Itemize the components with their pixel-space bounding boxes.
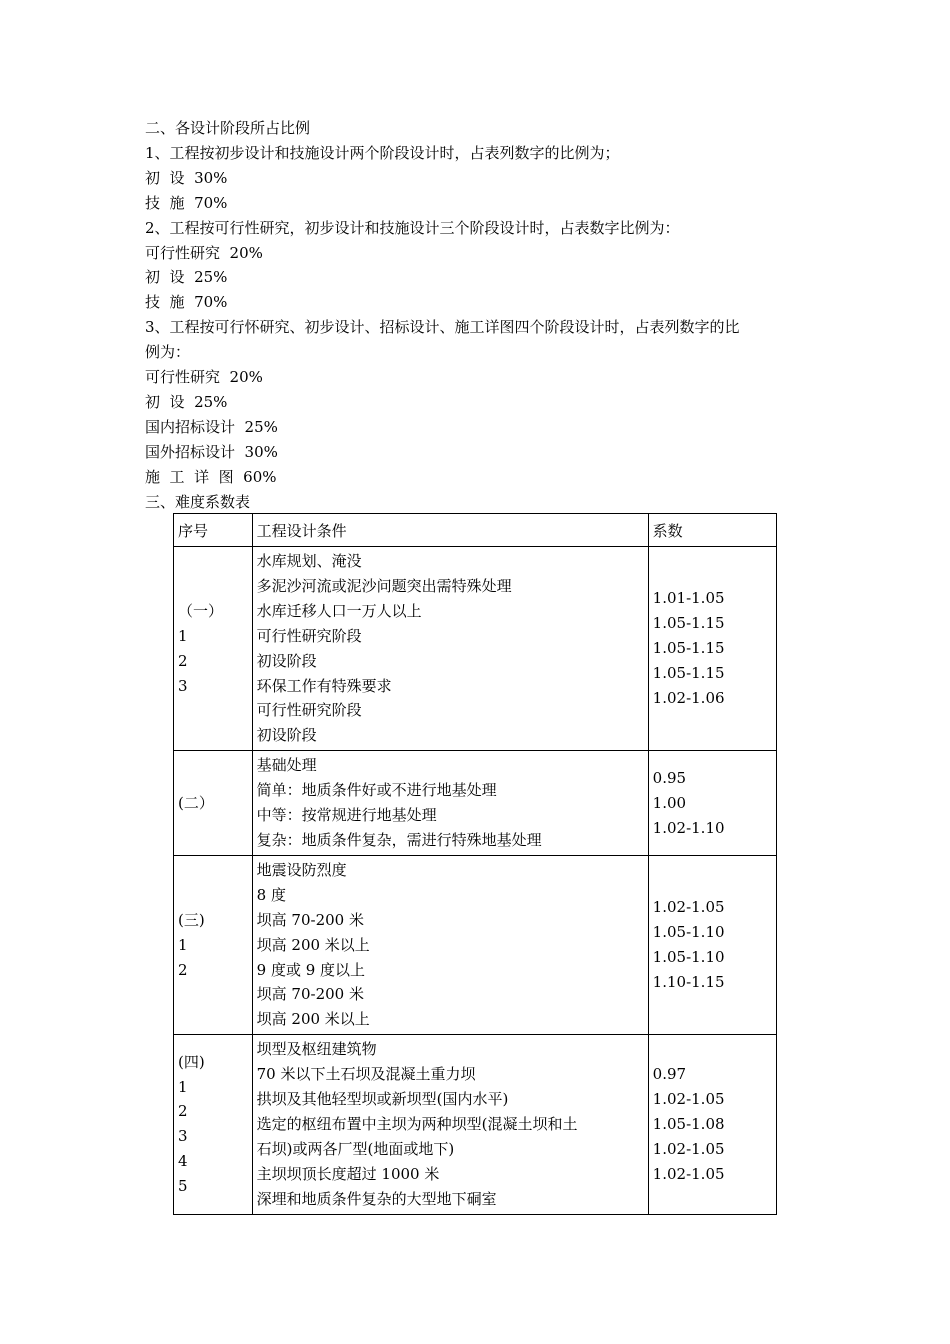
conditions-cell xyxy=(252,751,648,856)
coefficient-cell xyxy=(648,855,776,1034)
table-row xyxy=(174,1035,777,1214)
coefficient-value: 1.02-1.10 xyxy=(652,818,725,837)
condition-line: 可行性研究阶段 xyxy=(256,701,362,720)
seq-cell xyxy=(174,855,253,1034)
coefficient-value: 1.02-1.05 xyxy=(652,1139,725,1158)
seq-cell xyxy=(174,547,253,751)
coefficient-value: 1.05-1.10 xyxy=(652,923,725,942)
seq-label: 3 xyxy=(178,676,188,695)
coefficient-value: 1.01-1.05 xyxy=(652,589,725,608)
seq-label: 2 xyxy=(178,1102,188,1121)
seq-cell xyxy=(174,1035,253,1214)
coefficient-cell xyxy=(648,751,776,856)
condition-line: 多泥沙河流或泥沙问题突出需特殊处理 xyxy=(256,576,512,595)
seq-label: 1 xyxy=(178,1077,188,1096)
header-seq: 序号 xyxy=(174,514,253,547)
seq-cell xyxy=(174,751,253,856)
condition-line: 初设阶段 xyxy=(256,726,317,745)
coefficient-value: 1.02-1.05 xyxy=(652,1090,725,1109)
seq-label: 2 xyxy=(178,960,188,979)
coefficient-value: 0.97 xyxy=(652,1065,687,1084)
condition-line: 复杂：地质条件复杂，需进行特殊地基处理 xyxy=(256,830,542,849)
condition-line: 地震设防烈度 xyxy=(256,860,347,879)
table-header-row xyxy=(174,514,777,547)
table-row xyxy=(174,547,777,751)
ratio-line: 国外招标设计 30% xyxy=(145,442,278,461)
condition-line: 坝高 70-200 米 xyxy=(256,985,364,1004)
condition-line: 环保工作有特殊要求 xyxy=(256,676,392,695)
body-text xyxy=(145,116,825,515)
condition-line: 坝高 200 米以上 xyxy=(256,935,370,954)
condition-line: 初设阶段 xyxy=(256,651,317,670)
header-conditions: 工程设计条件 xyxy=(252,514,648,547)
paragraph-line: 1、工程按初步设计和技施设计两个阶段设计时，占表列数字的比例为； xyxy=(145,143,620,162)
condition-line: 水库规划、淹没 xyxy=(256,552,362,570)
coefficient-value: 1.10-1.15 xyxy=(652,972,725,991)
seq-label: (四) xyxy=(178,1052,205,1071)
coefficient-value: 1.02-1.05 xyxy=(652,1164,725,1183)
coefficient-value: 1.02-1.05 xyxy=(652,898,725,917)
seq-label: 1 xyxy=(178,935,188,954)
ratio-line: 初 设 25% xyxy=(145,392,228,411)
paragraph-line: 2、工程按可行性研究，初步设计和技施设计三个阶段设计时，占表数字比例为： xyxy=(145,218,680,237)
condition-line: 石坝)或两各厂型(地面或地下) xyxy=(256,1139,455,1158)
conditions-cell xyxy=(252,1035,648,1214)
conditions-cell xyxy=(252,855,648,1034)
seq-label: 5 xyxy=(178,1177,188,1196)
ratio-line: 施 工 详 图 60% xyxy=(145,467,277,486)
condition-line: 水库迁移人口一万人以上 xyxy=(256,601,422,620)
condition-line: 选定的枢纽布置中主坝为两种坝型(混凝土坝和土 xyxy=(256,1114,578,1133)
condition-line: 拱坝及其他轻型坝或新坝型(国内水平) xyxy=(256,1090,509,1109)
condition-line: 坝高 70-200 米 xyxy=(256,910,364,929)
paragraph-line: 3、工程按可行怀研究、初步设计、招标设计、施工详图四个阶段设计时，占表列数字的比 xyxy=(145,318,740,337)
condition-line: 坝高 200 米以上 xyxy=(256,1010,370,1029)
condition-line: 中等：按常规进行地基处理 xyxy=(256,806,437,825)
paragraph-line: 例为： xyxy=(145,343,191,362)
coefficient-value: 1.00 xyxy=(652,793,687,812)
ratio-line: 可行性研究 20% xyxy=(145,368,263,387)
ratio-line: 技 施 70% xyxy=(145,293,228,312)
table-row xyxy=(174,855,777,1034)
condition-line: 70 米以下土石坝及混凝土重力坝 xyxy=(256,1065,476,1084)
coefficient-value: 1.05-1.15 xyxy=(652,614,725,633)
seq-label: (三) xyxy=(178,910,205,929)
ratio-line: 初 设 30% xyxy=(145,168,228,187)
section-heading: 三、难度系数表 xyxy=(145,492,251,511)
condition-line: 8 度 xyxy=(256,885,286,904)
condition-line: 主坝坝顶长度超过 1000 米 xyxy=(256,1164,440,1183)
coefficient-cell xyxy=(648,547,776,751)
coefficient-value: 1.05-1.15 xyxy=(652,664,725,683)
table-row xyxy=(174,751,777,856)
condition-line: 深埋和地质条件复杂的大型地下硐室 xyxy=(256,1189,497,1208)
coefficient-value: 1.02-1.06 xyxy=(652,688,725,707)
coefficient-value: 1.05-1.08 xyxy=(652,1114,725,1133)
condition-line: 9 度或 9 度以上 xyxy=(256,960,366,979)
ratio-line: 可行性研究 20% xyxy=(145,243,263,262)
condition-line: 坝型及枢纽建筑物 xyxy=(256,1040,377,1059)
seq-label: 1 xyxy=(178,626,188,645)
coefficient-value: 1.05-1.10 xyxy=(652,948,725,967)
ratio-line: 国内招标设计 25% xyxy=(145,417,278,436)
header-coefficient: 系数 xyxy=(648,514,776,547)
condition-line: 基础处理 xyxy=(256,756,317,775)
condition-line: 简单：地质条件好或不进行地基处理 xyxy=(256,781,497,800)
condition-line: 可行性研究阶段 xyxy=(256,626,362,645)
coefficient-cell xyxy=(648,1035,776,1214)
section-heading: 二、各设计阶段所占比例 xyxy=(145,119,311,137)
seq-label: （一） xyxy=(178,601,224,620)
conditions-cell xyxy=(252,547,648,751)
seq-label: 4 xyxy=(178,1152,188,1171)
seq-label: (二） xyxy=(178,793,214,812)
difficulty-coefficient-table xyxy=(173,513,777,1215)
coefficient-value: 1.05-1.15 xyxy=(652,639,725,658)
coefficient-value: 0.95 xyxy=(652,768,687,787)
ratio-line: 技 施 70% xyxy=(145,193,228,212)
seq-label: 2 xyxy=(178,651,188,670)
seq-label: 3 xyxy=(178,1127,188,1146)
ratio-line: 初 设 25% xyxy=(145,268,228,287)
